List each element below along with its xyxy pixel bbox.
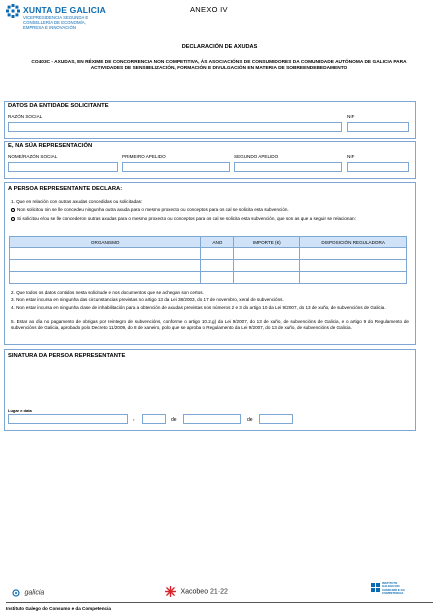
company-name-label: RAZÓN SOCIAL: [8, 114, 43, 119]
option-none-text: Non solicitou nin se lle concedeu ningunha outra axuda para o mesmo proxecto ou conceptos para os cal se solicita esta subvención.: [17, 207, 289, 212]
entity-heading: DATOS DA ENTIDADE SOLICITANTE: [8, 103, 109, 109]
col-amount: IMPORTE (€): [234, 237, 300, 248]
declaration-item-4: 4. Non estar incursa en ningunha clase de inhabilitación para a obtención de axudas previstas nos números 2 e 3 do artigo 10 da Lei 9/2007, do 13 de xuño, de subvencións de Galicia.: [11, 305, 386, 310]
xunta-emblem-icon: [6, 4, 20, 18]
signature-section: [4, 349, 416, 431]
entity-nif-input[interactable]: [347, 122, 409, 132]
galicia-logo: [12, 584, 45, 597]
footer-divider: [6, 602, 433, 603]
rep-nif-input[interactable]: [347, 162, 409, 172]
igcc-emblem-icon: [371, 583, 380, 595]
rep-name-input[interactable]: [8, 162, 118, 172]
rep-nif-label: NIF: [347, 154, 355, 159]
option-some-text: Si solicitou e/ou se lle concederon outras axudas para o mesmo proxecto ou conceptos para os cal se solicita esta subvención, que son as que a seguir se relacionan:: [17, 216, 356, 221]
col-year: ANO: [201, 237, 234, 248]
de-label-2: de: [247, 417, 253, 423]
galicia-swirl-icon: [12, 589, 20, 597]
xunta-logo: [6, 4, 126, 38]
second-surname-label: SEGUNDO APELIDO: [234, 154, 279, 159]
signature-heading: SINATURA DA PERSOA REPRESENTANTE: [8, 353, 126, 359]
second-surname-input[interactable]: [234, 162, 342, 172]
igcc-logo: [371, 582, 415, 598]
xacobeo-text: Xacobeo 21·22: [180, 588, 228, 596]
first-surname-input[interactable]: [122, 162, 230, 172]
representation-heading: E, NA SÚA REPRESENTACIÓN: [8, 143, 93, 149]
xacobeo-logo: [165, 583, 228, 595]
document-subtitle: CO403C - AXUDAS, EN RÉXIME DE CONCORRENCIA NON COMPETITIVA, ÁS ASOCIACIÓNS DE CONSUMIDORES DA COMUNIDADE AUTÓNOMA DE GALICIA PARA ACTIVIDADES DE SENSIBILIZACIÓN, FORMACIÓN E DIVULGACIÓN EN MATERIA DE SOBREENDEBEDAMENTO: [31, 60, 407, 71]
table-row: [10, 248, 407, 260]
table-row: [10, 272, 407, 284]
xacobeo-star-icon: [165, 586, 176, 597]
declaration-heading: A PERSOA REPRESENTANTE DECLARA:: [8, 186, 123, 192]
other-aid-table: [9, 236, 407, 284]
company-name-input[interactable]: [8, 122, 342, 132]
representation-section: [4, 141, 416, 179]
department-name: VICEPRESIDENCIA SEGUNDA E CONSELLERÍA DE ECONOMÍA, EMPRESA E INNOVACIÓN: [23, 15, 89, 30]
comma-separator: ,: [133, 416, 135, 422]
annex-label: ANEXO IV: [190, 5, 228, 14]
year-input[interactable]: [259, 414, 293, 424]
first-surname-label: PRIMEIRO APELIDO: [122, 154, 166, 159]
option-some[interactable]: [11, 216, 409, 222]
igcc-lines: INSTITUTO GALEGO DO CONSUMO E DA COMPETENCIA: [382, 581, 405, 595]
table-row: [10, 260, 407, 272]
entity-nif-label: NIF: [347, 114, 355, 119]
declaration-item-5: 5. Estar ao día no pagamento de obrigas por reintegro de subvencións, conforme o artigo 10.2.g) da Lei 9/2007, do 13 de xuño, de subvencións de Galicia, e o artigo 9 do Regulamento de subvencións de Galicia, aprobado polo Decreto 11/2009, do 8 de xaneiro, polo que se aproba o Regulamento da Lei 9/2007, do 13 de xuño, de subvencións de Galicia.: [11, 319, 409, 330]
declaration-item-3: 3. Non estar incursa en ningunha das circunstancias previstas no artigo 13 da Lei 38/2003, do 17 de novembro, xeral de subvencións.: [11, 297, 284, 302]
col-organism: ORGANISMO: [10, 237, 201, 248]
brand-name: XUNTA DE GALICIA: [23, 5, 107, 15]
institute-name: Instituto Galego do Consumo e da Competencia: [6, 606, 111, 611]
rep-name-label: NOME/RAZÓN SOCIAL: [8, 154, 58, 159]
declaration-item-1: 1. Que en relación con outras axudas concedidas ou solicitadas:: [11, 199, 143, 204]
col-regulation: DISPOSICIÓN REGULADORA: [300, 237, 407, 248]
entity-section: [4, 101, 416, 139]
day-input[interactable]: [142, 414, 166, 424]
galicia-text: galicia: [24, 589, 45, 597]
option-none[interactable]: [11, 207, 409, 213]
radio-none[interactable]: [11, 208, 15, 212]
month-input[interactable]: [183, 414, 241, 424]
place-date-label: Lugar e data: [8, 408, 32, 413]
de-label-1: de: [171, 417, 177, 423]
document-title: DECLARACIÓN DE AXUDAS: [181, 44, 258, 50]
radio-some[interactable]: [11, 217, 15, 221]
declaration-item-2: 2. Que todos os datos contidos nesta solicitude e nos documentos que se achegan son certos.: [11, 290, 204, 295]
place-input[interactable]: [8, 414, 128, 424]
